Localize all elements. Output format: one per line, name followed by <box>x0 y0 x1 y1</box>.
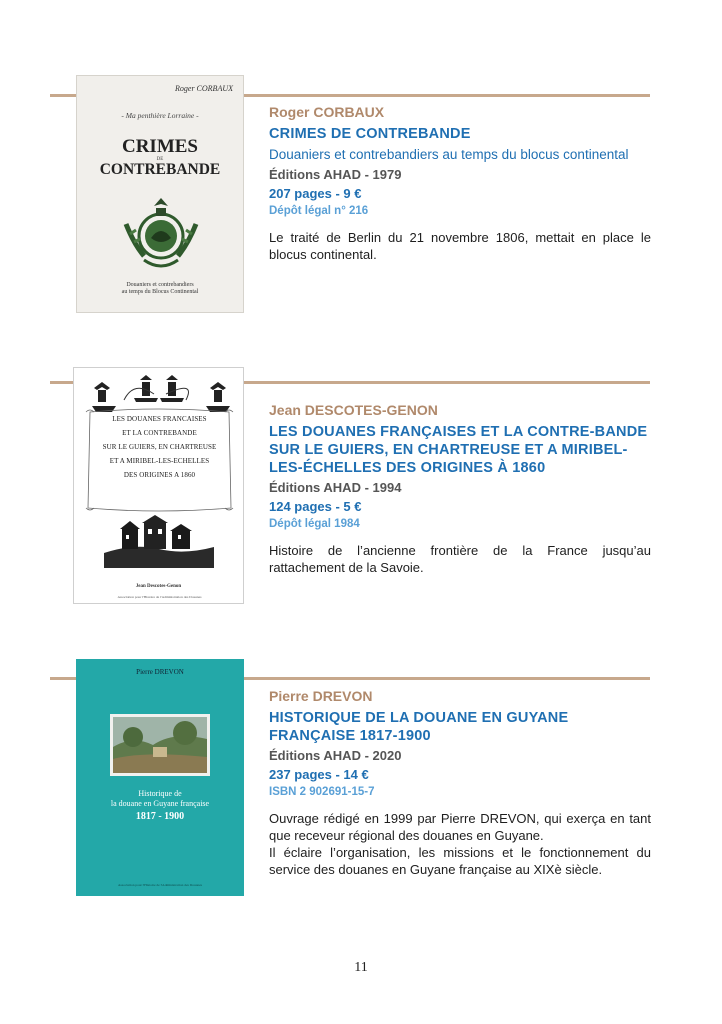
cover-title-line1: CRIMES <box>121 136 198 157</box>
cover-footer: Association pour l'Histoire de l'Administration des Douanes <box>117 595 202 599</box>
book-info <box>269 104 651 263</box>
cover-author: Roger CORBAUX <box>175 84 233 93</box>
cover-subtitle-line1: Douaniers et contrebandiers <box>126 282 194 288</box>
book-title: LES DOUANES FRANÇAISES ET LA CONTRE-BANDE SUR LE GUIERS, EN CHARTREUSE ET A MIRIBEL-LES-ÉCHELLES DES ORIGINES À 1860 <box>269 424 648 476</box>
landscape-painting-icon <box>110 714 210 776</box>
book-cover-historique-douane-guyane <box>76 659 244 896</box>
cover-title-de: DE <box>156 157 164 162</box>
cover-title-line2: la douane en Guyane française <box>110 799 210 808</box>
book-description: Ouvrage rédigé en 1999 par Pierre DREVON, qui exerça en tant que receveur régional des douanes en Guyane. <box>269 811 651 843</box>
cover-series: - Ma penthière Lorraine - <box>121 111 199 120</box>
cover-footer: Association pour l'Histoire de l'Administration des Douanes <box>117 883 203 887</box>
book-subtitle: Douaniers et contrebandiers au temps du blocus continental <box>269 147 629 162</box>
book-cover-crimes-de-contrebande <box>76 75 244 313</box>
book-pages-price: 207 pages - 9 € <box>269 186 362 201</box>
cover-title-line: ET LA CONTREBANDE <box>122 429 197 437</box>
cover-subtitle-line2: au temps du Blocus Continental <box>121 289 199 295</box>
book-description-continued: Il éclaire l’organisation, les missions et le fonctionnement du service des douanes en Guyane française au XIXè siècle. <box>269 845 651 877</box>
book-author: Roger CORBAUX <box>269 104 385 120</box>
cover-title-line: ET A MIRIBEL-LES-ECHELLES <box>109 457 210 465</box>
book-description: Histoire de l’ancienne frontière de la France jusqu’au rattachement de la Savoie. <box>269 543 651 575</box>
book-cover-douanes-francaises <box>73 367 244 604</box>
cover-title-line: LES DOUANES FRANCAISES <box>112 415 207 423</box>
cover-title-line: SUR LE GUIERS, EN CHARTREUSE <box>102 443 217 451</box>
book-pages-price: 237 pages - 14 € <box>269 767 369 782</box>
book-info <box>269 688 651 878</box>
cover-title <box>76 789 244 809</box>
book-legal-deposit: Dépôt légal n° 216 <box>269 205 369 217</box>
imperial-emblem-icon <box>116 194 206 276</box>
cover-title-line: DES ORIGINES A 1860 <box>123 471 196 479</box>
cover-title-line2: CONTREBANDE <box>99 161 221 178</box>
book-publisher: Éditions AHAD - 2020 <box>269 748 402 763</box>
book-title: HISTORIQUE DE LA DOUANE EN GUYANE FRANÇAISE 1817-1900 <box>269 710 569 744</box>
book-pages-price: 124 pages - 5 € <box>269 499 362 514</box>
book-info <box>269 402 651 576</box>
cover-author: Jean Descotes-Genon <box>135 584 182 589</box>
book-publisher: Éditions AHAD - 1979 <box>269 167 402 182</box>
cover-title-line1: Historique de <box>138 789 182 798</box>
book-legal-deposit: Dépôt légal 1984 <box>269 518 360 530</box>
book-title: CRIMES DE CONTREBANDE <box>269 126 471 142</box>
book-description: Le traité de Berlin du 21 novembre 1806, mettait en place le blocus continental. <box>269 230 651 262</box>
cover-author: Pierre DREVON <box>136 668 184 676</box>
book-publisher: Éditions AHAD - 1994 <box>269 480 402 495</box>
village-illustration-icon <box>104 513 214 568</box>
cover-dates: 1817 - 1900 <box>135 811 185 822</box>
cover-subtitle <box>77 282 243 296</box>
book-author: Jean DESCOTES-GENON <box>269 402 438 418</box>
book-author: Pierre DREVON <box>269 688 373 704</box>
cover-title-block <box>86 412 233 482</box>
page-number: 11 <box>354 960 368 975</box>
book-isbn: ISBN 2 902691-15-7 <box>269 786 375 798</box>
